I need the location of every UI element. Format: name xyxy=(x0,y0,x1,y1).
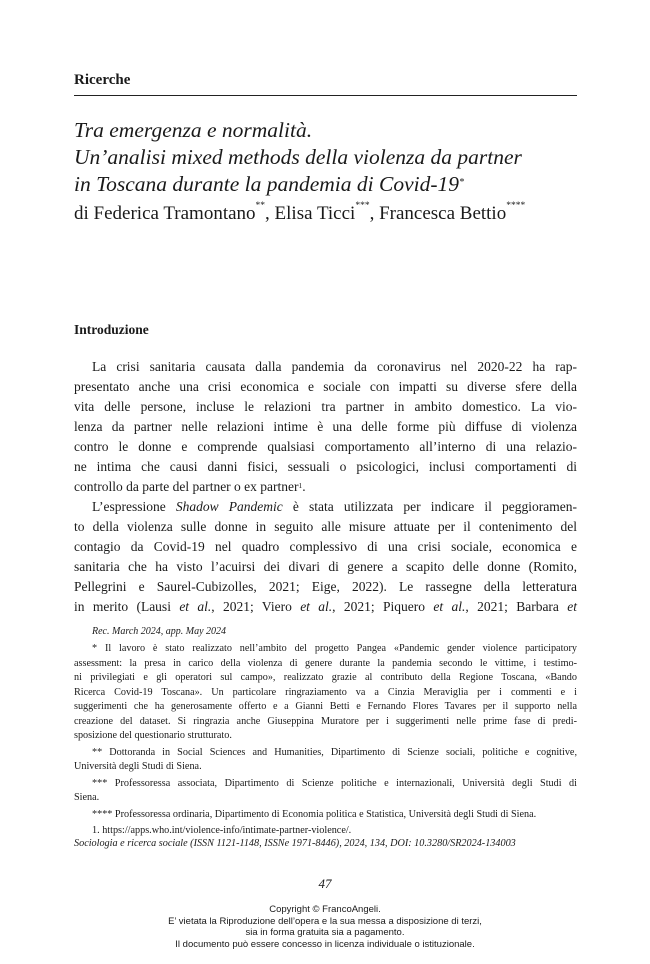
body-line-end: . xyxy=(302,479,306,494)
section-heading: Introduzione xyxy=(74,322,149,337)
journal-citation: Sociologia e ricerca sociale (ISSN 1121-1148, ISSNe 1971-8446), 2024, 134, DOI: 10.3280/SR2024-134003 xyxy=(74,838,516,849)
footnote-line: Siena. xyxy=(74,792,100,803)
body-line: contro le donne e comprende qualsiasi comportamento all’interno di una relazio- xyxy=(74,439,577,454)
article-title xyxy=(74,117,594,198)
body-line-text: , 2021; Piquero xyxy=(332,599,434,614)
title-line: Un’analisi mixed methods della violenza da partner xyxy=(74,145,522,169)
footnotes xyxy=(74,642,577,839)
footnote-line: **** Professoressa ordinaria, Dipartimento di Economia politica e Statistica, Università degli Studi di Siena. xyxy=(92,808,537,820)
body-line: La crisi sanitaria causata dalla pandemia da coronavirus nel 2020-22 ha rap- xyxy=(92,359,577,374)
body-line: sanitaria che ha visto l’acuirsi dei divari di genere a scapito delle donne (Romito, xyxy=(74,559,577,574)
footnote-ref[interactable]: 1 xyxy=(298,481,303,490)
copyright-line: sia in forma gratuita sia a pagamento. xyxy=(245,927,405,938)
author-name: Francesca Bettio xyxy=(379,203,507,224)
copyright-line: E’ vietata la Riproduzione dell’opera e la sua messa a disposizione di terzi, xyxy=(168,915,482,927)
section-label: Ricerche xyxy=(74,72,131,88)
body-line-text: L’espressione xyxy=(92,499,176,514)
body-line: Pellegrini e Saurel-Cubizolles, 2021; Eige, 2022). Le rassegne della letteratura xyxy=(74,579,577,594)
footnote-line: Ricerca Covid-19 Toscana». Un particolare ringraziamento va a Cinzia Meraviglia per i commenti e i xyxy=(74,686,577,698)
footnote-line: creazione del dataset. Si ringrazia anche Giuseppina Muratore per i suggerimenti nelle prime fase di predi- xyxy=(74,715,577,727)
author-separator: , xyxy=(265,203,275,224)
footnote-line: *** Professoressa associata, Dipartimento di Scienze politiche e internazionali, Università degli Studi di xyxy=(92,777,577,789)
body-line: presentato anche una crisi economica e sociale con impatti su diverse sfere della xyxy=(74,379,577,394)
body-line: vita delle persone, incluse le relazioni tra partner in ambito domestico. La vio- xyxy=(74,399,577,414)
author-footnote-marker[interactable]: **** xyxy=(506,201,526,211)
author-footnote-marker[interactable]: ** xyxy=(255,201,266,211)
copyright-notice xyxy=(0,904,650,950)
page-number: 47 xyxy=(318,876,332,891)
body-line: contagio da Covid-19 nel quadro complessivo di una crisi sociale, economica e xyxy=(74,539,577,554)
footnote-line: Università degli Studi di Siena. xyxy=(74,761,202,772)
body-line: ne intima che causi danni fisici, sessuali o psicologici, inclusi comportamenti di xyxy=(74,459,577,474)
authors-line xyxy=(74,203,525,225)
etal: et al. xyxy=(179,599,212,614)
body-line-text: è stata utilizzata per indicare il peggioramen- xyxy=(282,499,577,514)
body-line xyxy=(74,477,577,497)
header-rule xyxy=(74,95,577,96)
body-line-text: controllo da parte del partner o ex partner xyxy=(74,479,299,494)
footnote-line: suggerimenti che ha generosamente offerto e a Gianni Betti e Fernando Flores Tavares per il supporto nella xyxy=(74,701,577,712)
footnote-url-line[interactable]: 1. https://apps.who.int/violence-info/intimate-partner-violence/. xyxy=(92,825,352,836)
body-line: lenza da partner nelle relazioni intime è una delle forme più diffuse di violenza xyxy=(74,419,577,434)
author-footnote-marker[interactable]: *** xyxy=(355,201,370,211)
authors-prefix: di xyxy=(74,203,94,224)
author-separator: , xyxy=(369,203,380,224)
received-accepted-dates: Rec. March 2024, app. May 2024 xyxy=(92,626,227,637)
footnote-line: ni privilegiati e gli operatori sul campo», realizzato grazie al contributo della Regione Toscana, «Bando xyxy=(74,672,577,683)
footnote-line: sposizione del questionario strutturato. xyxy=(74,730,232,741)
author-name: Elisa Ticci xyxy=(274,203,356,224)
title-line-text: in Toscana durante la pandemia di Covid-19 xyxy=(74,172,460,196)
body-line xyxy=(74,497,577,517)
body-line xyxy=(74,597,577,617)
etal: et al. xyxy=(300,599,333,614)
title-line xyxy=(74,171,594,198)
body-line-text: , 2021; Barbara xyxy=(465,599,568,614)
body-line-text: , 2021; Viero xyxy=(211,599,301,614)
title-footnote-marker[interactable]: * xyxy=(459,177,465,188)
footnote-line: ** Dottoranda in Social Sciences and Humanities, Dipartimento di Scienze sociali, politiche e cognitive, xyxy=(92,746,577,758)
body-line: to della violenza sulle donne in seguito alle misure attuate per il contenimento del xyxy=(74,519,577,534)
copyright-line: Il documento può essere concesso in licenza individuale o istituzionale. xyxy=(175,938,475,950)
copyright-line: Copyright © FrancoAngeli. xyxy=(269,904,381,915)
etal: et al. xyxy=(433,599,466,614)
body-text xyxy=(74,357,577,617)
author-name: Federica Tramontano xyxy=(93,203,256,224)
emphasis-term: Shadow Pandemic xyxy=(175,499,283,514)
body-line-text: in merito (Lausi xyxy=(74,599,180,614)
etal: et xyxy=(567,599,578,614)
footnote-line: assessment: la presa in carico della violenza di genere durante la pandemia secondo le vittime, i testimo- xyxy=(74,657,577,669)
title-line: Tra emergenza e normalità. xyxy=(74,118,313,142)
footnote-line: * Il lavoro è stato realizzato nell’ambito del progetto Pangea «Pandemic gender violence participatory xyxy=(92,643,577,654)
